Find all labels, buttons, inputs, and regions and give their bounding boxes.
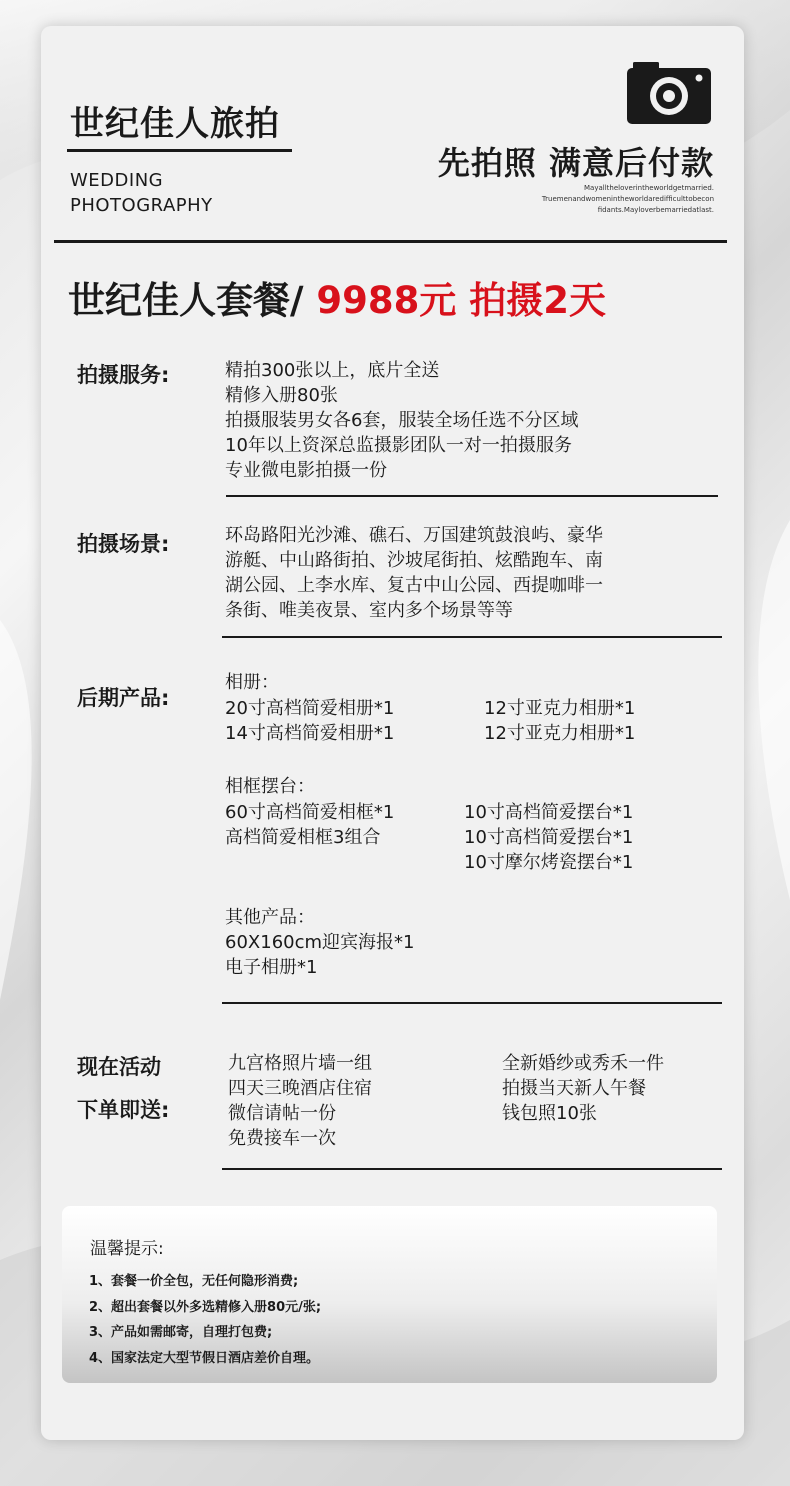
- promo-title-1: 现在活动: [77, 1055, 161, 1079]
- scenes-title: 拍摄场景:: [77, 532, 170, 556]
- service-list: [225, 358, 578, 483]
- slogan-tagline: [542, 183, 714, 216]
- list-item: 12寸亚克力相册*1: [484, 698, 636, 719]
- list-item: 10寸摩尔烤瓷摆台*1: [464, 852, 634, 873]
- album-label: 相册：: [225, 672, 279, 693]
- list-item: 4、国家法定大型节假日酒店差价自理。: [89, 1350, 320, 1366]
- other-label: 其他产品：: [225, 907, 315, 928]
- brand-underline: [67, 149, 292, 152]
- scenes-divider: [222, 636, 722, 638]
- list-item: 湖公园、上李水库、复古中山公园、西提咖啡一: [225, 575, 603, 596]
- list-item: 20寸高档简爱相册*1: [225, 698, 395, 719]
- list-item: 60寸高档简爱相框*1: [225, 802, 395, 823]
- promo-title-2: 下单即送:: [77, 1098, 170, 1122]
- list-item: 1、套餐一价全包，无任何隐形消费;: [89, 1274, 299, 1289]
- list-item: 10寸高档简爱摆台*1: [464, 827, 634, 848]
- list-item: 12寸亚克力相册*1: [484, 723, 636, 744]
- products-divider: [222, 1002, 722, 1004]
- list-item: 电子相册*1: [225, 957, 318, 978]
- tips-list: [89, 1269, 321, 1371]
- service-divider: [226, 495, 718, 497]
- list-item: 环岛路阳光沙滩、礁石、万国建筑鼓浪屿、豪华: [225, 525, 603, 546]
- products-title: 后期产品:: [77, 686, 170, 710]
- list-item: 微信请帖一份: [228, 1103, 336, 1124]
- list-item: 10寸高档简爱摆台*1: [464, 802, 634, 823]
- list-item: 精修入册80张: [225, 385, 338, 406]
- list-item: 60X160cm迎宾海报*1: [225, 932, 415, 953]
- list-item: 四天三晚酒店住宿: [228, 1078, 372, 1099]
- header-divider: [54, 240, 727, 243]
- promo-right-list: [502, 1051, 664, 1126]
- scenes-list: [225, 523, 603, 623]
- album-left-list: [225, 696, 394, 746]
- tips-panel: [62, 1206, 717, 1383]
- list-item: 10年以上资深总监摄影团队一对一拍摄服务: [225, 435, 572, 456]
- slogan: 先拍照 满意后付款: [437, 144, 714, 182]
- promo-divider: [222, 1168, 722, 1170]
- tagline-line-2: Truemenandwomenintheworldaredifficulttobecon: [541, 195, 714, 203]
- frame-left-list: [225, 800, 394, 850]
- list-item: 钱包照10张: [502, 1103, 597, 1124]
- service-title: 拍摄服务:: [77, 363, 170, 387]
- list-item: 14寸高档简爱相册*1: [225, 723, 395, 744]
- list-item: 专业微电影拍摄一份: [225, 460, 387, 481]
- camera-icon: [627, 62, 711, 124]
- list-item: 高档简爱相框3组合: [225, 827, 381, 848]
- list-item: 游艇、中山路街拍、沙坡尾街拍、炫酷跑车、南: [225, 550, 603, 571]
- package-heading: [68, 270, 606, 324]
- list-item: 精拍300张以上，底片全送: [225, 360, 440, 381]
- package-name: 世纪佳人套餐/: [68, 279, 304, 322]
- list-item: 全新婚纱或秀禾一件: [502, 1053, 664, 1074]
- list-item: 3、产品如需邮寄，自理打包费;: [89, 1325, 273, 1340]
- list-item: 九宫格照片墙一组: [228, 1053, 372, 1074]
- promo-left-list: [228, 1051, 372, 1151]
- brand-subtitle: [70, 168, 213, 218]
- tagline-line-1: Mayalltheloverintheworldgetmarried.: [584, 184, 714, 192]
- list-item: 免费接车一次: [228, 1128, 336, 1149]
- frame-right-list: [464, 800, 633, 875]
- package-price: 9988元 拍摄2天: [316, 279, 607, 322]
- tips-title: 温馨提示:: [90, 1239, 164, 1259]
- list-item: 拍摄服装男女各6套，服装全场任选不分区域: [225, 410, 579, 431]
- brand-subtitle-line-2: PHOTOGRAPHY: [70, 195, 213, 216]
- album-right-list: [484, 696, 635, 746]
- list-item: 条街、唯美夜景、室内多个场景等等: [225, 600, 513, 621]
- list-item: 2、超出套餐以外多选精修入册80元/张;: [89, 1299, 322, 1315]
- list-item: 拍摄当天新人午餐: [502, 1078, 646, 1099]
- frame-label: 相框摆台：: [225, 776, 315, 797]
- tagline-line-3: fidants.Mayloverbemarriedatlast.: [597, 206, 714, 214]
- brand-title: 世纪佳人旅拍: [70, 104, 280, 144]
- brand-subtitle-line-1: WEDDING: [70, 170, 164, 191]
- other-list: [225, 930, 414, 980]
